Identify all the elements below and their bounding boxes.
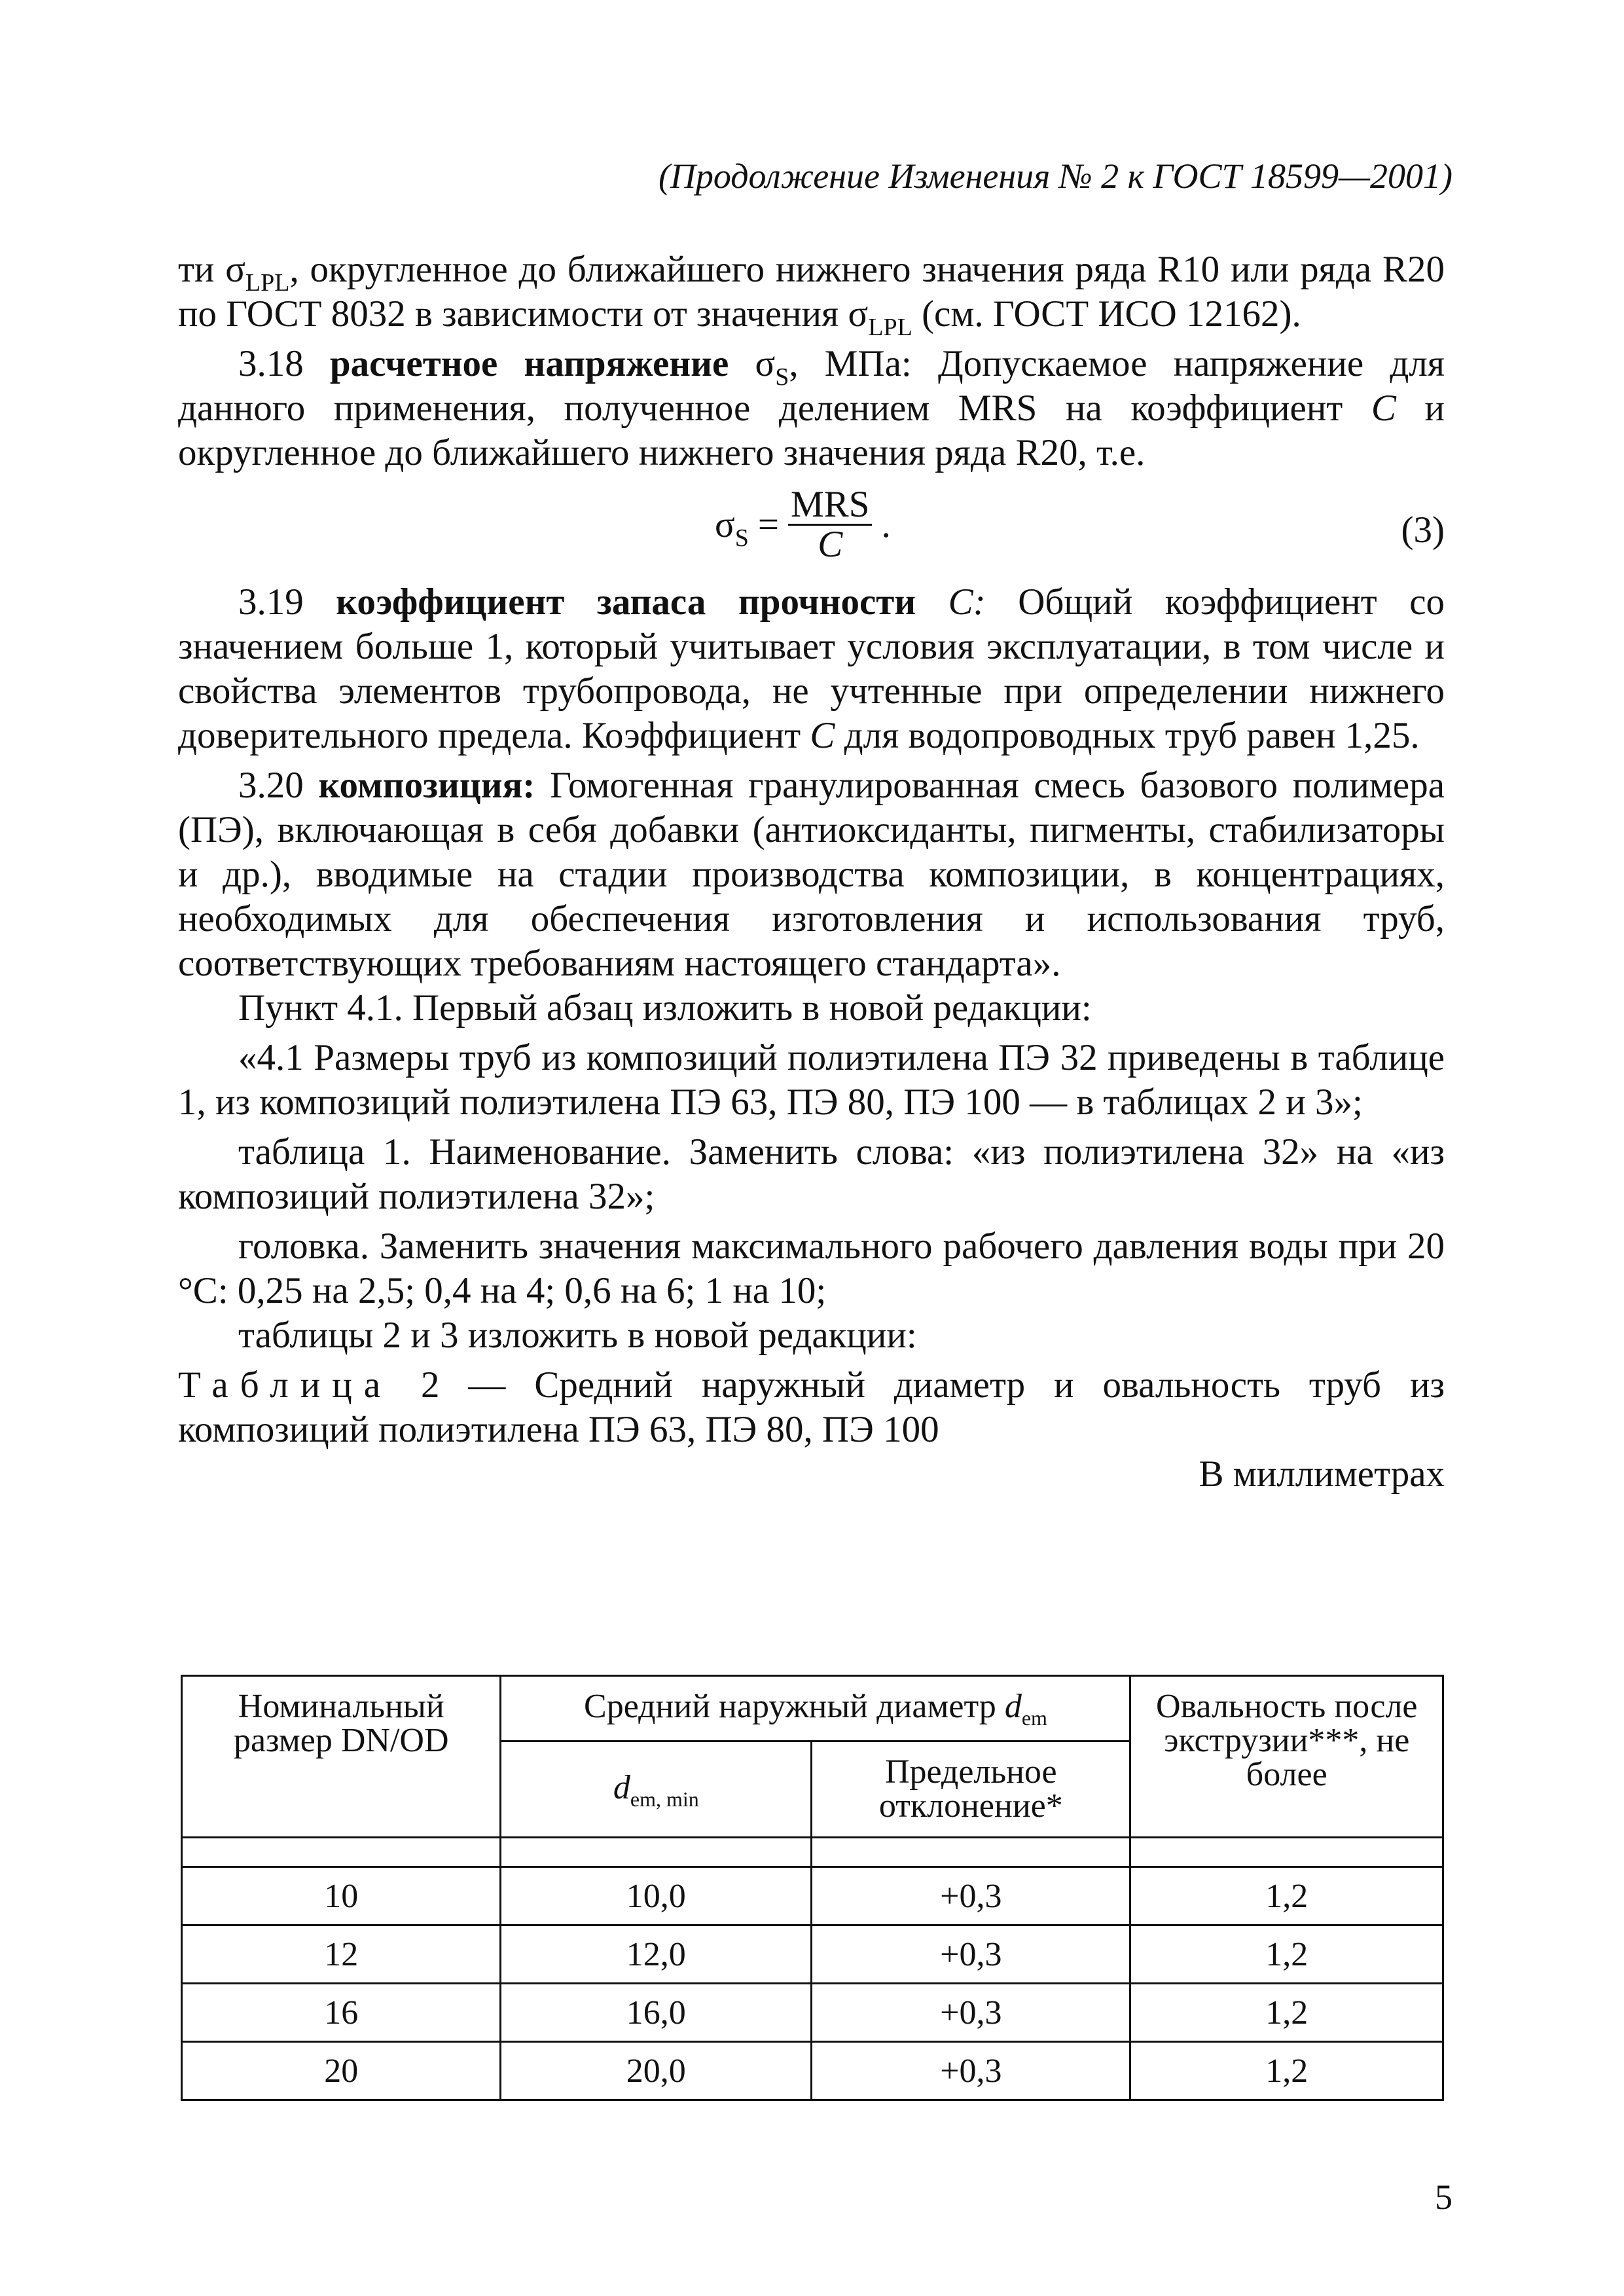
numerator: MRS xyxy=(788,486,872,526)
clause-number: 3.19 xyxy=(238,581,336,623)
formula-lhs: σ xyxy=(715,503,735,545)
cell-size: 10 xyxy=(182,1867,501,1925)
paragraph-3-18 xyxy=(178,342,1445,475)
cell-dem-min: 12,0 xyxy=(501,1925,812,1984)
subscript: LPL xyxy=(868,314,912,341)
paragraph-table1: таблица 1. Наименование. Заменить слова: «из полиэтилена 32» на «из композиций полиэтилена 32»; xyxy=(178,1131,1445,1217)
text-run: и округленное до ближайшего нижнего значения ряда R20, т.е. xyxy=(178,388,1445,473)
page-header: (Продолжение Изменения № 2 к ГОСТ 18599—2001) xyxy=(658,156,1453,196)
header-nominal-size: Номинальный размер DN/OD xyxy=(182,1676,501,1838)
text-run: , МПа: Допускаемое напряжение для данного применения, полученное делением MRS на коэффициент xyxy=(178,343,1445,429)
header-text: Средний наружный диаметр xyxy=(584,1688,996,1725)
table-row xyxy=(182,1925,1443,1984)
formula-block xyxy=(178,482,1445,580)
header-dem-min xyxy=(501,1741,812,1838)
units-note: В миллиметрах xyxy=(1199,1453,1445,1495)
formula-period: . xyxy=(881,503,891,545)
symbol: d xyxy=(613,1768,630,1806)
formula xyxy=(715,486,891,564)
cell-dem-min: 16,0 xyxy=(501,1984,812,2042)
cell-size: 20 xyxy=(182,2042,501,2100)
equation-number: (3) xyxy=(1401,509,1445,551)
paragraph-tables: таблицы 2 и 3 изложить в новой редакции: xyxy=(238,1315,917,1356)
cell-dem-min: 20,0 xyxy=(501,2042,812,2100)
clause-number: 3.20 xyxy=(238,765,319,806)
header-tolerance: Предельное отклонение* xyxy=(812,1741,1130,1838)
cell-tolerance: +0,3 xyxy=(812,1867,1130,1925)
cell-ovality: 1,2 xyxy=(1130,1984,1443,2042)
header-mean-diameter xyxy=(501,1676,1130,1741)
paragraph-3-19 xyxy=(178,580,1445,758)
spacer-cell xyxy=(182,1838,501,1867)
subscript: S xyxy=(734,524,749,552)
subscript: em xyxy=(1021,1706,1047,1730)
term: коэффициент запаса прочности xyxy=(336,581,916,623)
cell-tolerance: +0,3 xyxy=(812,1984,1130,2042)
text-run: Общий коэффициент со значением больше 1, который учитывает условия эксплуатации, в том числе и свойства элементов трубопровода, не учтенные при определении нижнего доверительного предела. Коэффициент xyxy=(178,581,1445,756)
table-header-row xyxy=(182,1676,1443,1741)
table-row xyxy=(182,1867,1443,1925)
spacer-cell xyxy=(812,1838,1130,1867)
cell-ovality: 1,2 xyxy=(1130,1925,1443,1984)
paragraph-4-1: «4.1 Размеры труб из композиций полиэтилена ПЭ 32 приведены в таблице 1, из композиций полиэтилена ПЭ 63, ПЭ 80, ПЭ 100 — в таблицах 2 и 3»; xyxy=(178,1037,1445,1123)
subscript: S xyxy=(775,363,789,391)
text-run: для водопроводных труб равен 1,25. xyxy=(835,715,1420,756)
spacer-cell xyxy=(1130,1838,1443,1867)
table-row xyxy=(182,1984,1443,2042)
fraction xyxy=(788,486,872,564)
paragraph-punkt: Пункт 4.1. Первый абзац изложить в новой редакции: xyxy=(238,987,1092,1029)
symbol: d xyxy=(1004,1688,1022,1725)
clause-number: 3.18 xyxy=(238,343,330,384)
symbol: C xyxy=(810,715,835,756)
paragraph-heading: головка. Заменить значения максимального рабочего давления воды при 20 °С: 0,25 на 2,5; 0,4 на 4; 0,6 на 6; 1 на 10; xyxy=(178,1226,1445,1311)
text-run: (см. ГОСТ ИСО 12162). xyxy=(912,293,1301,335)
text-run: , округленное до ближайшего нижнего значения ряда R10 или ряда R20 по ГОСТ 8032 в зависимости от значения σ xyxy=(178,249,1445,335)
paragraph-3-20 xyxy=(178,763,1445,986)
caption-label: Таблица xyxy=(178,1364,393,1406)
spacer-cell xyxy=(501,1838,812,1867)
table-row xyxy=(182,2042,1443,2100)
table-caption xyxy=(178,1363,1445,1452)
cell-ovality: 1,2 xyxy=(1130,1867,1443,1925)
cell-ovality: 1,2 xyxy=(1130,2042,1443,2100)
denominator: C xyxy=(818,524,843,565)
body-text xyxy=(178,247,1445,1497)
page-number: 5 xyxy=(1435,2178,1453,2217)
header-ovality: Овальность после экструзии***, не более xyxy=(1130,1676,1443,1838)
text-run: ти σ xyxy=(178,249,245,290)
cell-tolerance: +0,3 xyxy=(812,1925,1130,1984)
term: расчетное напряжение xyxy=(329,343,729,384)
symbol: C: xyxy=(916,581,986,623)
symbol: C xyxy=(1371,388,1396,429)
dimensions-table xyxy=(181,1675,1444,2101)
table-spacer-row xyxy=(182,1838,1443,1867)
text-run: σ xyxy=(729,343,776,384)
cell-dem-min: 10,0 xyxy=(501,1867,812,1925)
subscript: em, min xyxy=(630,1787,699,1811)
paragraph-continuation xyxy=(178,247,1445,341)
cell-size: 12 xyxy=(182,1925,501,1984)
caption-text: 2 — Средний наружный диаметр и овальность труб из композиций полиэтилена ПЭ 63, ПЭ 80, ПЭ 100 xyxy=(178,1364,1445,1450)
text-run: Гомогенная гранулированная смесь базового полимера (ПЭ), включающая в себя добавки (антиоксиданты, пигменты, стабилизаторы и др.), вводимые на стадии производства композиции, в концентрациях, необходимых для обеспечения изготовления и использования труб, соответствующих требованиям настоящего стандарта». xyxy=(178,765,1445,984)
cell-size: 16 xyxy=(182,1984,501,2042)
subscript: LPL xyxy=(245,269,290,297)
cell-tolerance: +0,3 xyxy=(812,2042,1130,2100)
term: композиция: xyxy=(318,765,535,806)
equals-sign: = xyxy=(757,503,780,545)
